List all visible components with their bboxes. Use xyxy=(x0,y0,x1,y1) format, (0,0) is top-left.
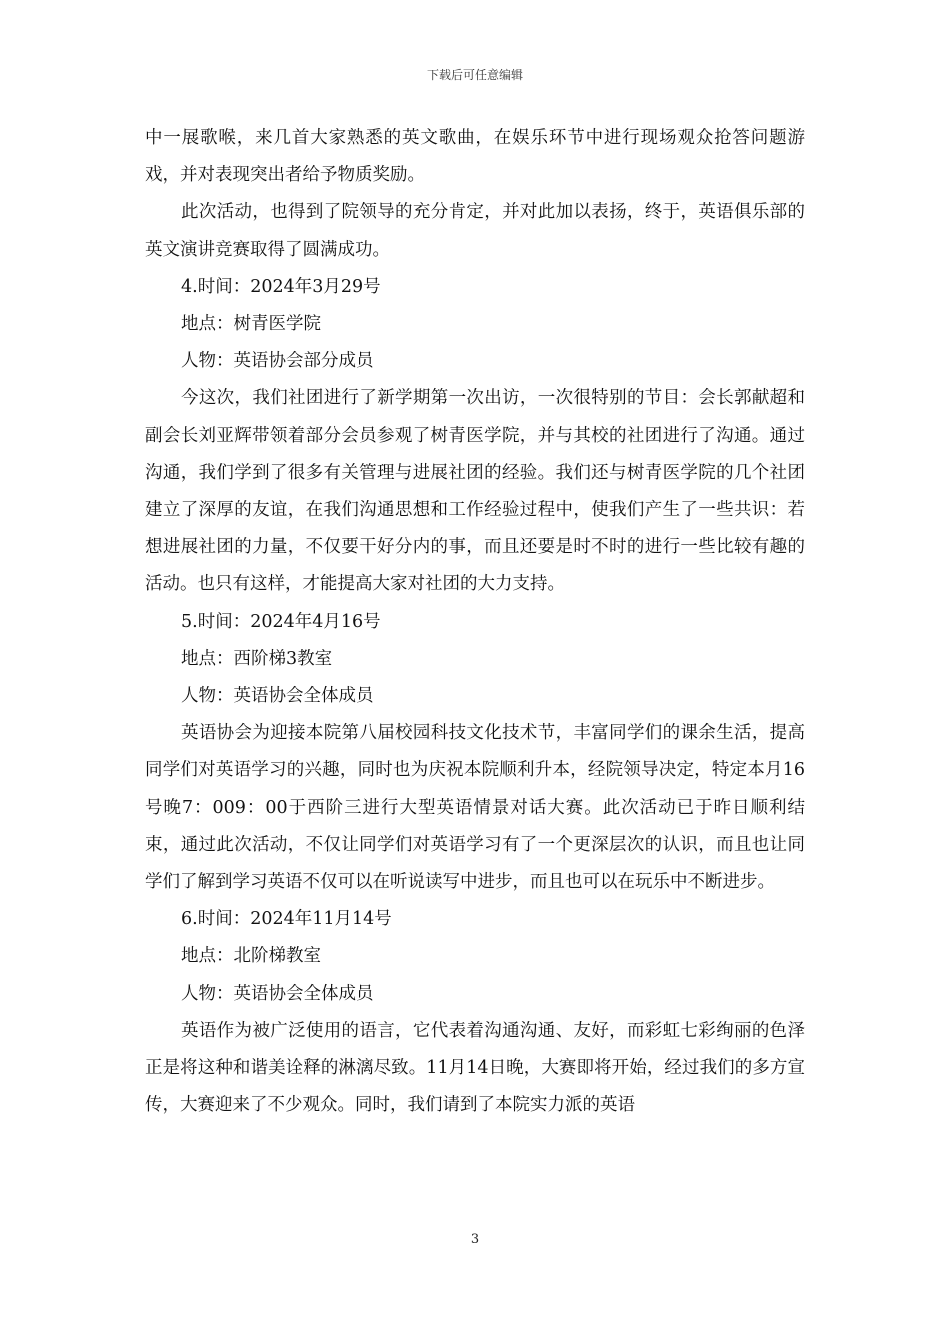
paragraph: 英语作为被广泛使用的语言，它代表着沟通沟通、友好，而彩虹七彩绚丽的色泽正是将这种和谐美诠释的淋漓尽致。11月14日晚，大赛即将开始，经过我们的多方宣传，大赛迎来了不少观众。同时，我们请到了本院实力派的英语 xyxy=(145,1020,805,1116)
paragraph-people: 人物：英语协会全体成员 xyxy=(181,983,374,1004)
paragraph-time: 4.时间：2024年3月29号 xyxy=(181,276,381,297)
page-header: 下载后可任意编辑 xyxy=(426,68,523,82)
paragraph: 英语协会为迎接本院第八届校园科技文化技术节，丰富同学们的课余生活，提高同学们对英语学习的兴趣，同时也为庆祝本院顺利升本，经院领导决定，特定本月16号晚7：009：00于西阶三进行大型英语情景对话大赛。此次活动已于昨日顺利结束，通过此次活动，不仅让同学们对英语学习有了一个更深层次的认识，而且也让同学们了解到学习英语不仅可以在听说读写中进步，而且也可以在玩乐中不断进步。 xyxy=(145,723,805,893)
paragraph-time: 5.时间：2024年4月16号 xyxy=(181,611,381,632)
paragraph: 此次活动，也得到了院领导的充分肯定，并对此加以表扬，终于，英语俱乐部的英文演讲竞赛取得了圆满成功。 xyxy=(145,202,805,260)
document-body xyxy=(145,120,805,1124)
paragraph-place: 地点：西阶梯3教室 xyxy=(181,648,333,669)
paragraph-time: 6.时间：2024年11月14号 xyxy=(181,909,392,930)
paragraph-place: 地点：树青医学院 xyxy=(181,314,321,335)
paragraph-people: 人物：英语协会部分成员 xyxy=(181,351,374,372)
page-number: 3 xyxy=(470,1232,480,1247)
paragraph: 今这次，我们社团进行了新学期第一次出访，一次很特别的节目：会长郭献超和副会长刘亚辉带领着部分会员参观了树青医学院，并与其校的社团进行了沟通。通过沟通，我们学到了很多有关管理与进展社团的经验。我们还与树青医学院的几个社团建立了深厚的友谊，在我们沟通思想和工作经验过程中，使我们产生了一些共识：若想进展社团的力量，不仅要干好分内的事，而且还要是时不时的进行一些比较有趣的活动。也只有这样，才能提高大家对社团的大力支持。 xyxy=(145,388,805,595)
paragraph-place: 地点：北阶梯教室 xyxy=(181,946,321,967)
paragraph-people: 人物：英语协会全体成员 xyxy=(181,686,374,707)
paragraph: 中一展歌喉，来几首大家熟悉的英文歌曲，在娱乐环节中进行现场观众抢答问题游戏，并对表现突出者给予物质奖励。 xyxy=(145,128,805,186)
